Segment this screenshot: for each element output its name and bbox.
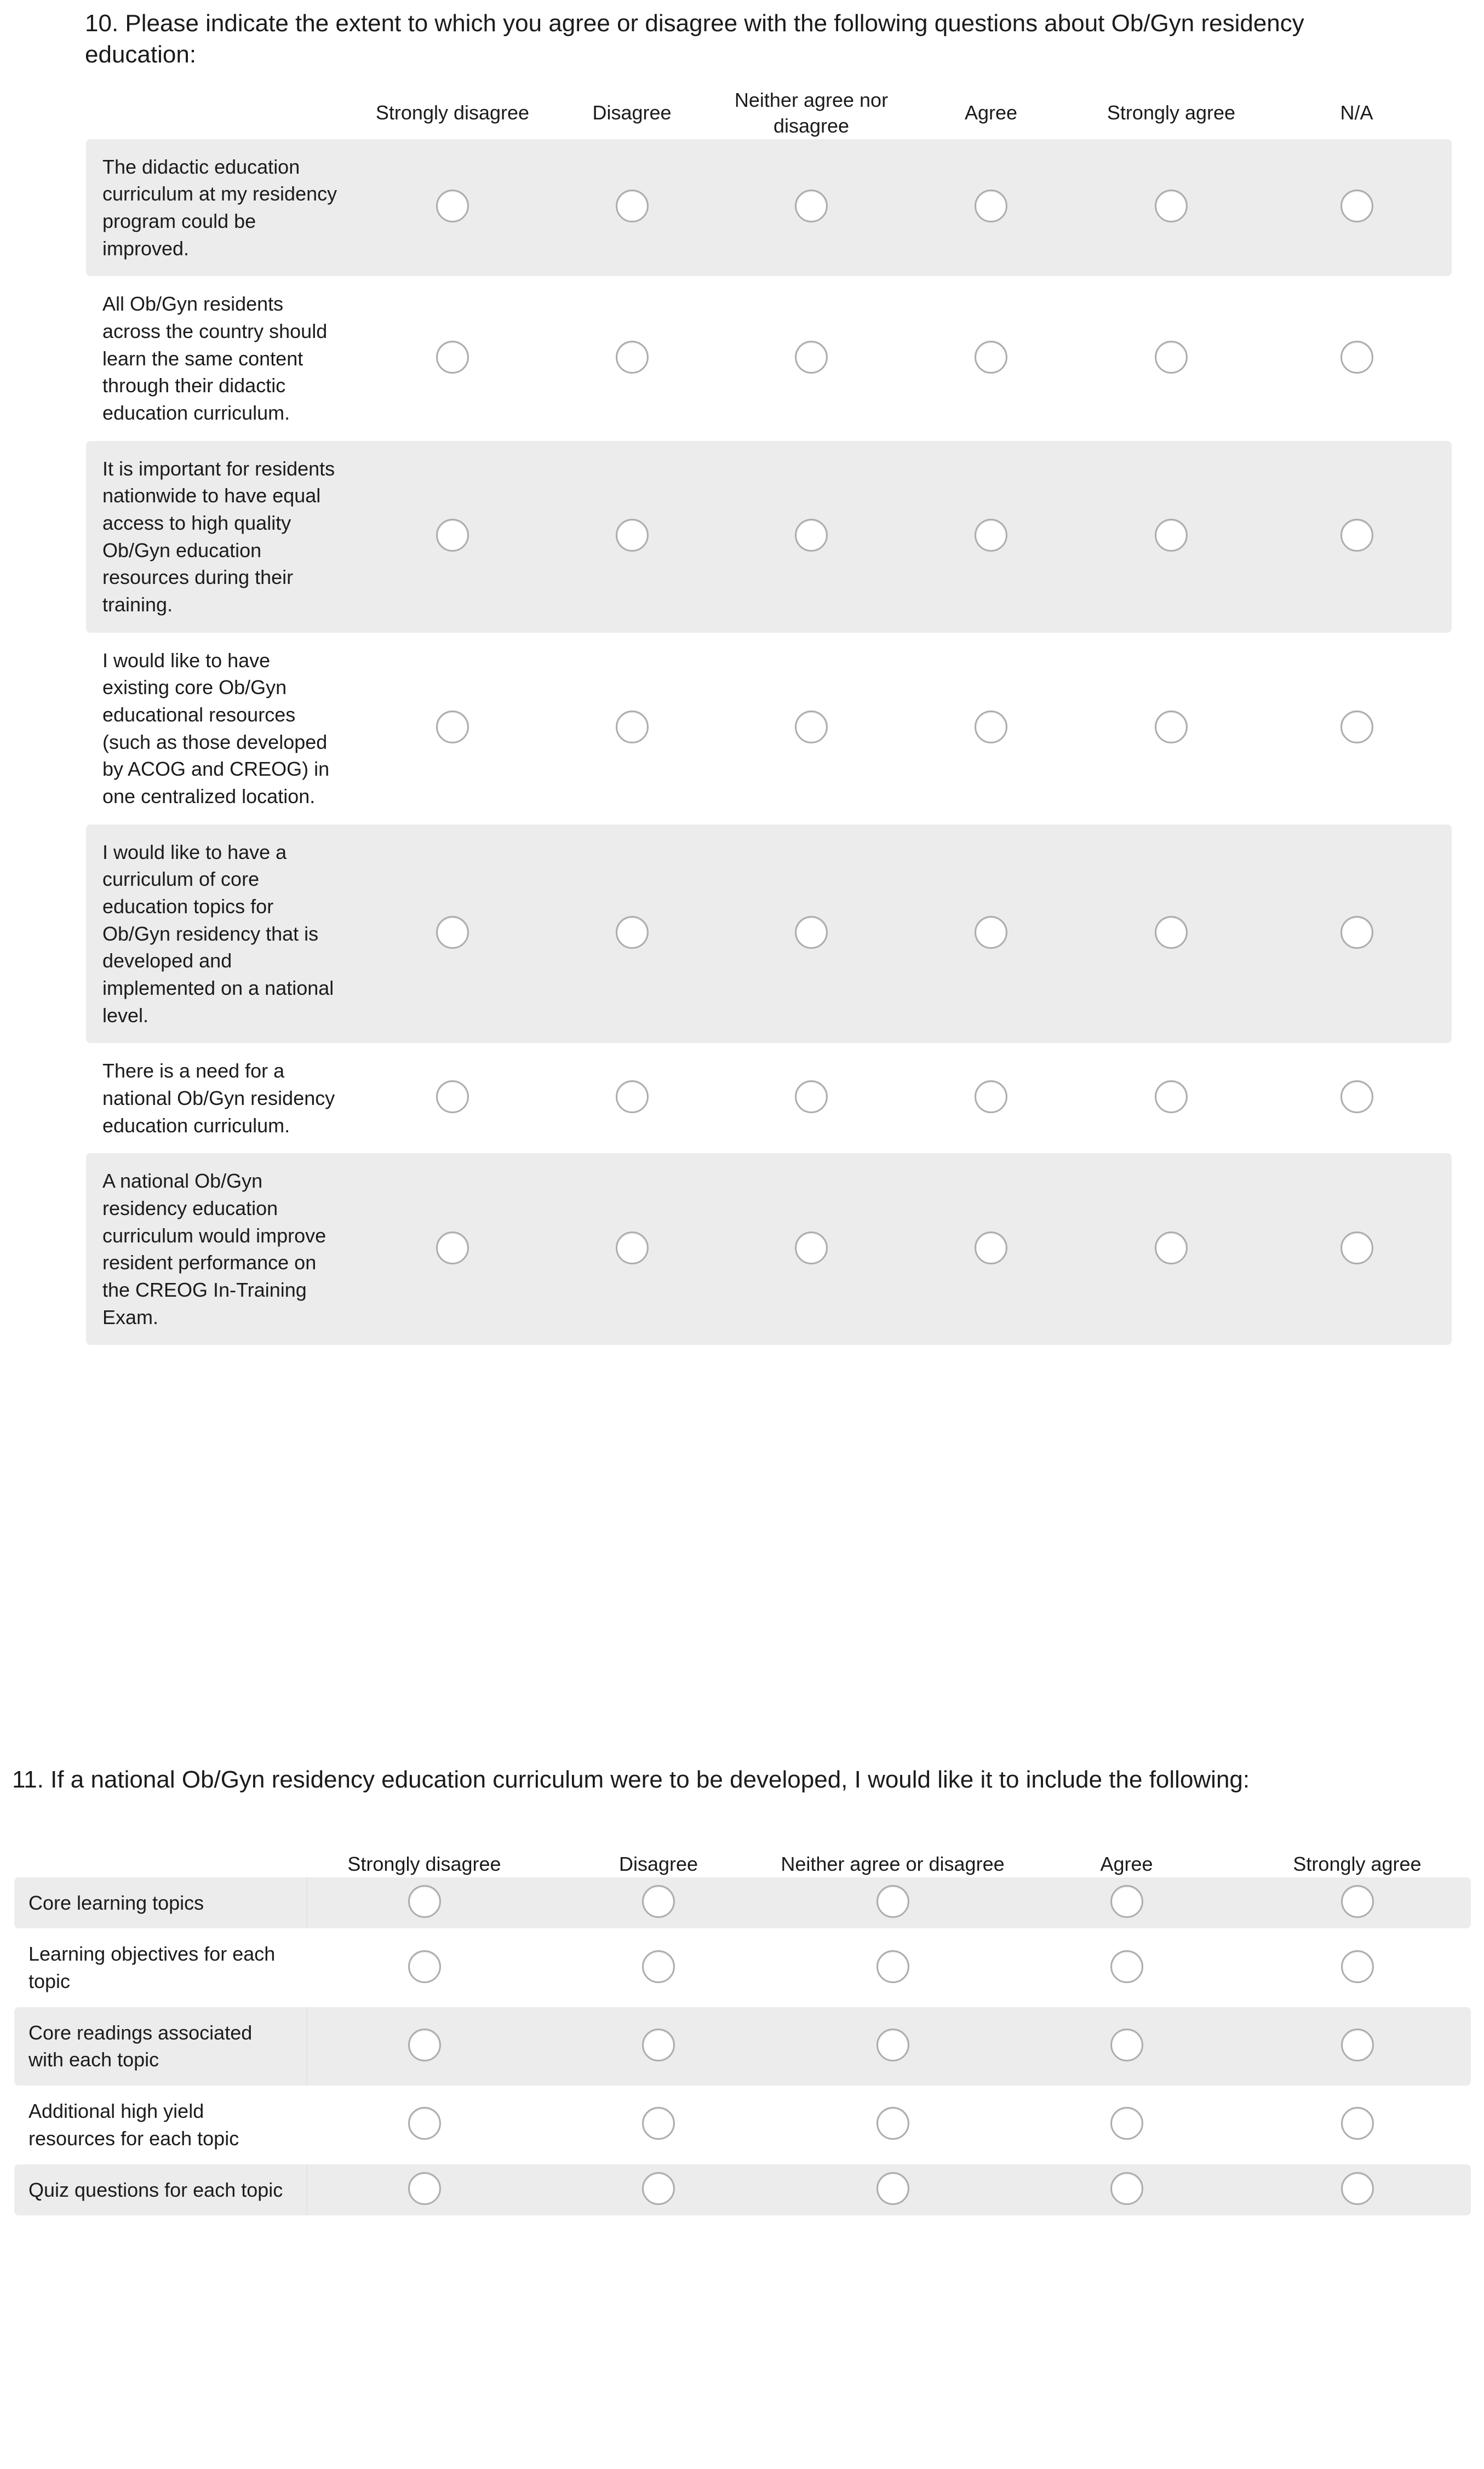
radio-cell-neither[interactable]: [721, 633, 901, 824]
radio-button-icon[interactable]: [1340, 190, 1373, 222]
radio-cell-agree[interactable]: [1010, 1877, 1244, 1929]
radio-button-icon[interactable]: [975, 1231, 1007, 1264]
row-label: I would like to have a curriculum of core education topics for Ob/Gyn residency that is developed and implemented on a national level.: [86, 824, 363, 1044]
radio-button-icon[interactable]: [408, 1885, 441, 1918]
radio-cell-na[interactable]: [1262, 1043, 1452, 1153]
radio-cell-disagree[interactable]: [542, 1153, 721, 1345]
table-row: [14, 2086, 1471, 2164]
matrix-question-10: [86, 88, 1452, 1345]
question-10-prompt: 10. Please indicate the extent to which you agree or disagree with the following questions about Ob/Gyn residency education:: [85, 10, 1304, 68]
radio-button-icon[interactable]: [436, 341, 469, 374]
radio-button-icon[interactable]: [642, 2107, 675, 2140]
header-spacer-cell: [86, 88, 363, 139]
radio-button-icon[interactable]: [1340, 916, 1373, 949]
radio-cell-strongly-disagree[interactable]: [307, 1877, 541, 1929]
radio-cell-na[interactable]: [1262, 1153, 1452, 1345]
row-label: It is important for residents nationwide to have equal access to high quality Ob/Gyn education resources during their training.: [86, 441, 363, 633]
column-header-neither-agree-or-disagree: Neither agree or disagree: [781, 1853, 1005, 1875]
radio-cell-agree[interactable]: [901, 1043, 1081, 1153]
radio-button-icon[interactable]: [975, 1080, 1007, 1113]
radio-cell-neither[interactable]: [776, 2007, 1010, 2086]
radio-button-icon[interactable]: [616, 1231, 649, 1264]
radio-cell-neither[interactable]: [776, 2164, 1010, 2216]
radio-button-icon[interactable]: [408, 2029, 441, 2061]
radio-button-icon[interactable]: [1155, 1080, 1188, 1113]
radio-button-icon[interactable]: [642, 1885, 675, 1918]
radio-button-icon[interactable]: [1110, 1950, 1143, 1983]
radio-cell-agree[interactable]: [1010, 2007, 1244, 2086]
radio-button-icon[interactable]: [616, 916, 649, 949]
radio-button-icon[interactable]: [642, 1950, 675, 1983]
radio-button-icon[interactable]: [408, 1950, 441, 1983]
table-row: [86, 633, 1452, 824]
radio-button-icon[interactable]: [795, 190, 828, 222]
radio-cell-na[interactable]: [1262, 824, 1452, 1044]
radio-button-icon[interactable]: [642, 2172, 675, 2205]
radio-cell-na[interactable]: [1262, 441, 1452, 633]
column-header-neither-agree-nor-disagree: Neither agree nor disagree: [734, 89, 889, 137]
header-spacer-cell: [14, 1852, 307, 1877]
row-label: A national Ob/Gyn residency education curriculum would improve resident performance on the CREOG In-Training Exam.: [86, 1153, 363, 1345]
column-header-strongly-disagree: Strongly disagree: [347, 1853, 501, 1875]
radio-cell-disagree[interactable]: [541, 1877, 776, 1929]
radio-button-icon[interactable]: [1155, 341, 1188, 374]
radio-cell-neither[interactable]: [776, 2086, 1010, 2164]
radio-button-icon[interactable]: [1155, 519, 1188, 552]
radio-button-icon[interactable]: [795, 1080, 828, 1113]
radio-button-icon[interactable]: [1110, 2029, 1143, 2061]
radio-button-icon[interactable]: [975, 711, 1007, 743]
column-header-agree: Agree: [1100, 1853, 1153, 1875]
radio-button-icon[interactable]: [1340, 1080, 1373, 1113]
radio-cell-agree[interactable]: [901, 633, 1081, 824]
radio-button-icon[interactable]: [795, 711, 828, 743]
table-row: [86, 139, 1452, 277]
table-row: [86, 441, 1452, 633]
column-header-disagree: Disagree: [618, 1853, 698, 1875]
radio-cell-neither[interactable]: [721, 824, 901, 1044]
radio-button-icon[interactable]: [408, 2172, 441, 2205]
row-label: Core learning topics: [14, 1877, 307, 1929]
radio-cell-strongly-disagree[interactable]: [363, 824, 542, 1044]
row-label: I would like to have existing core Ob/Gyn educational resources (such as those developed by ACOG and CREOG) in one centralized location.: [86, 633, 363, 824]
radio-cell-strongly-agree[interactable]: [1081, 824, 1262, 1044]
radio-cell-disagree[interactable]: [541, 2007, 776, 2086]
radio-button-icon[interactable]: [436, 1231, 469, 1264]
radio-button-icon[interactable]: [876, 2029, 909, 2061]
question-11-prompt: 11. If a national Ob/Gyn residency education curriculum were to be developed, I would like it to include the following:: [12, 1766, 1250, 1793]
row-label: The didactic education curriculum at my residency program could be improved.: [86, 139, 363, 277]
radio-button-icon[interactable]: [436, 711, 469, 743]
row-label: Quiz questions for each topic: [14, 2164, 307, 2216]
matrix-header-row: [14, 1852, 1471, 1877]
radio-cell-na[interactable]: [1262, 276, 1452, 440]
radio-button-icon[interactable]: [1155, 711, 1188, 743]
radio-button-icon[interactable]: [1110, 2107, 1143, 2140]
radio-cell-strongly-disagree[interactable]: [307, 2007, 541, 2086]
matrix-header-row: [86, 88, 1452, 139]
radio-button-icon[interactable]: [436, 519, 469, 552]
radio-button-icon[interactable]: [876, 2107, 909, 2140]
radio-button-icon[interactable]: [1340, 711, 1373, 743]
radio-cell-disagree[interactable]: [542, 1043, 721, 1153]
table-row: [14, 2164, 1471, 2216]
radio-cell-strongly-agree[interactable]: [1244, 1928, 1471, 2007]
radio-button-icon[interactable]: [975, 916, 1007, 949]
radio-button-icon[interactable]: [1341, 1885, 1374, 1918]
radio-cell-strongly-disagree[interactable]: [307, 2086, 541, 2164]
radio-button-icon[interactable]: [616, 1080, 649, 1113]
radio-cell-disagree[interactable]: [541, 2164, 776, 2216]
radio-cell-disagree[interactable]: [541, 1928, 776, 2007]
radio-button-icon[interactable]: [1110, 1885, 1143, 1918]
radio-cell-strongly-disagree[interactable]: [307, 2164, 541, 2216]
radio-cell-disagree[interactable]: [542, 824, 721, 1044]
radio-button-icon[interactable]: [1110, 2172, 1143, 2205]
radio-cell-disagree[interactable]: [541, 2086, 776, 2164]
row-label: There is a need for a national Ob/Gyn residency education curriculum.: [86, 1043, 363, 1153]
radio-button-icon[interactable]: [795, 341, 828, 374]
table-row: [14, 1877, 1471, 1929]
radio-cell-neither[interactable]: [721, 1153, 901, 1345]
radio-button-icon[interactable]: [1340, 1231, 1373, 1264]
radio-cell-strongly-agree[interactable]: [1244, 2086, 1471, 2164]
radio-button-icon[interactable]: [408, 2107, 441, 2140]
radio-button-icon[interactable]: [1340, 519, 1373, 552]
radio-button-icon[interactable]: [795, 916, 828, 949]
column-header-disagree: Disagree: [592, 101, 672, 124]
radio-cell-strongly-agree[interactable]: [1244, 1877, 1471, 1929]
radio-cell-strongly-agree[interactable]: [1081, 276, 1262, 440]
column-header-strongly-agree: Strongly agree: [1107, 101, 1236, 124]
radio-button-icon[interactable]: [1341, 2107, 1374, 2140]
radio-cell-strongly-disagree[interactable]: [363, 1043, 542, 1153]
radio-button-icon[interactable]: [436, 916, 469, 949]
radio-button-icon[interactable]: [1155, 1231, 1188, 1264]
column-header-strongly-agree: Strongly agree: [1293, 1853, 1422, 1875]
radio-cell-neither[interactable]: [721, 276, 901, 440]
radio-cell-agree[interactable]: [1010, 1928, 1244, 2007]
matrix-question-11: [14, 1852, 1471, 2215]
radio-cell-na[interactable]: [1262, 139, 1452, 277]
radio-cell-disagree[interactable]: [542, 633, 721, 824]
radio-cell-strongly-disagree[interactable]: [363, 1153, 542, 1345]
radio-cell-agree[interactable]: [1010, 2164, 1244, 2216]
radio-cell-agree[interactable]: [1010, 2086, 1244, 2164]
column-header-strongly-disagree: Strongly disagree: [375, 101, 530, 124]
radio-button-icon[interactable]: [616, 341, 649, 374]
table-row: [86, 276, 1452, 440]
radio-cell-strongly-disagree[interactable]: [363, 276, 542, 440]
radio-button-icon[interactable]: [1155, 190, 1188, 222]
radio-button-icon[interactable]: [795, 519, 828, 552]
radio-cell-strongly-disagree[interactable]: [363, 441, 542, 633]
table-row: [86, 1153, 1452, 1345]
radio-cell-strongly-agree[interactable]: [1081, 441, 1262, 633]
radio-button-icon[interactable]: [1155, 916, 1188, 949]
radio-cell-agree[interactable]: [901, 824, 1081, 1044]
row-label: Learning objectives for each topic: [14, 1928, 307, 2007]
radio-button-icon[interactable]: [975, 519, 1007, 552]
radio-button-icon[interactable]: [436, 190, 469, 222]
radio-button-icon[interactable]: [436, 1080, 469, 1113]
table-row: [14, 2007, 1471, 2086]
radio-cell-strongly-agree[interactable]: [1081, 633, 1262, 824]
column-header-agree: Agree: [964, 101, 1018, 124]
radio-button-icon[interactable]: [876, 1950, 909, 1983]
radio-cell-strongly-disagree[interactable]: [307, 1928, 541, 2007]
radio-button-icon[interactable]: [975, 341, 1007, 374]
table-row: [86, 824, 1452, 1044]
radio-button-icon[interactable]: [616, 519, 649, 552]
radio-cell-neither[interactable]: [721, 441, 901, 633]
radio-cell-disagree[interactable]: [542, 139, 721, 277]
radio-button-icon[interactable]: [876, 1885, 909, 1918]
radio-button-icon[interactable]: [616, 190, 649, 222]
radio-button-icon[interactable]: [975, 190, 1007, 222]
radio-cell-agree[interactable]: [901, 441, 1081, 633]
column-header-na: N/A: [1340, 101, 1373, 124]
radio-button-icon[interactable]: [876, 2172, 909, 2205]
radio-button-icon[interactable]: [795, 1231, 828, 1264]
radio-cell-strongly-agree[interactable]: [1081, 1043, 1262, 1153]
radio-cell-agree[interactable]: [901, 276, 1081, 440]
radio-cell-neither[interactable]: [721, 1043, 901, 1153]
row-label: All Ob/Gyn residents across the country should learn the same content through their didactic education curriculum.: [86, 276, 363, 440]
radio-button-icon[interactable]: [616, 711, 649, 743]
row-label: Additional high yield resources for each topic: [14, 2086, 307, 2164]
radio-cell-neither[interactable]: [776, 1877, 1010, 1929]
radio-cell-strongly-agree[interactable]: [1081, 1153, 1262, 1345]
radio-cell-na[interactable]: [1262, 633, 1452, 824]
radio-button-icon[interactable]: [1341, 1950, 1374, 1983]
radio-button-icon[interactable]: [1341, 2172, 1374, 2205]
row-label: Core readings associated with each topic: [14, 2007, 307, 2086]
radio-cell-agree[interactable]: [901, 139, 1081, 277]
radio-cell-strongly-agree[interactable]: [1081, 139, 1262, 277]
radio-cell-strongly-agree[interactable]: [1244, 2007, 1471, 2086]
radio-cell-neither[interactable]: [721, 139, 901, 277]
radio-cell-strongly-disagree[interactable]: [363, 139, 542, 277]
radio-cell-strongly-agree[interactable]: [1244, 2164, 1471, 2216]
radio-cell-disagree[interactable]: [542, 276, 721, 440]
radio-button-icon[interactable]: [1340, 341, 1373, 374]
radio-button-icon[interactable]: [1341, 2029, 1374, 2061]
radio-cell-agree[interactable]: [901, 1153, 1081, 1345]
radio-cell-disagree[interactable]: [542, 441, 721, 633]
table-row: [86, 1043, 1452, 1153]
table-row: [14, 1928, 1471, 2007]
radio-cell-strongly-disagree[interactable]: [363, 633, 542, 824]
radio-cell-neither[interactable]: [776, 1928, 1010, 2007]
radio-button-icon[interactable]: [642, 2029, 675, 2061]
